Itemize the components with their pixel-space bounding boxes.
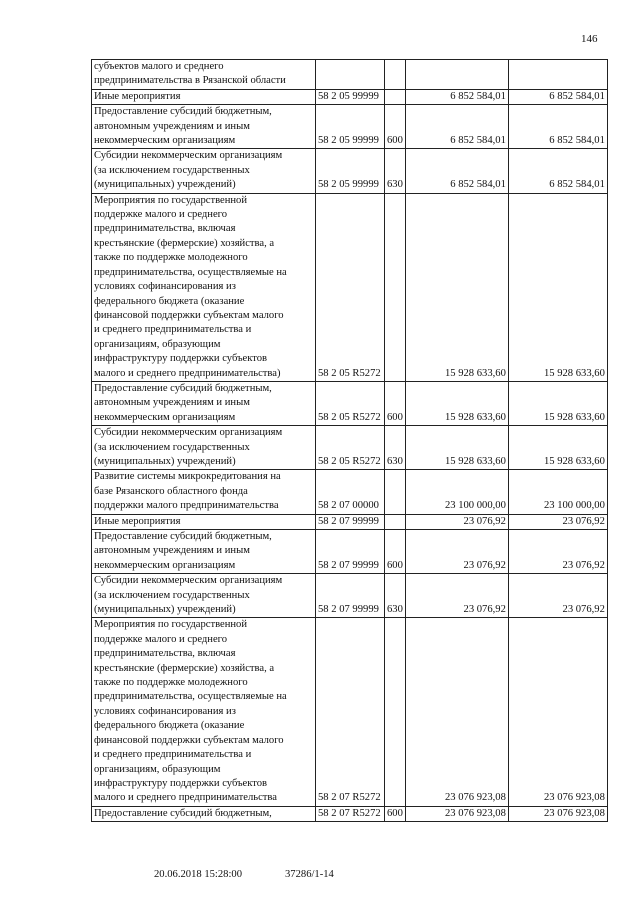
table-row <box>92 60 608 90</box>
row-code-cell: 58 2 05 R5272 <box>316 193 385 381</box>
row-sum2-cell: 6 852 584,01 <box>508 149 607 193</box>
row-type-cell: 600 <box>385 806 406 821</box>
budget-table <box>91 59 608 822</box>
row-sum1-cell: 23 076 923,08 <box>405 618 508 806</box>
row-type-cell <box>385 193 406 381</box>
row-name-cell: Субсидии некоммерческим организациям (за исключением государственных (муниципальных) учреждений) <box>92 574 316 618</box>
row-sum2-cell: 15 928 633,60 <box>508 193 607 381</box>
row-sum1-cell: 15 928 633,60 <box>405 426 508 470</box>
row-sum1-cell: 6 852 584,01 <box>405 149 508 193</box>
row-name-cell: Субсидии некоммерческим организациям (за исключением государственных (муниципальных) учреждений) <box>92 426 316 470</box>
row-sum2-cell: 6 852 584,01 <box>508 105 607 149</box>
row-name-cell: Иные мероприятия <box>92 514 316 529</box>
row-type-cell: 630 <box>385 149 406 193</box>
footer-date: 20.06.2018 15:28:00 <box>154 869 242 880</box>
row-type-cell <box>385 470 406 514</box>
row-type-cell: 630 <box>385 426 406 470</box>
table-row <box>92 618 608 806</box>
row-name-cell: Мероприятия по государственной поддержке малого и среднего предпринимательства, включая крестьянские (фермерские) хозяйства, а также по поддержке молодежного предпринимательства, осуществляемые на условиях софинансирования из федерального бюджета (оказание финансовой поддержки субъектам малого и среднего предпринимательства и организациям, образующим инфраструктуру поддержки субъектов малого и среднего предпринимательства <box>92 618 316 806</box>
row-sum1-cell: 15 928 633,60 <box>405 381 508 425</box>
table-row <box>92 514 608 529</box>
row-sum1-cell: 23 076,92 <box>405 514 508 529</box>
row-type-cell <box>385 60 406 90</box>
row-sum1-cell: 23 100 000,00 <box>405 470 508 514</box>
row-type-cell: 600 <box>385 105 406 149</box>
row-code-cell: 58 2 07 00000 <box>316 470 385 514</box>
row-sum1-cell: 15 928 633,60 <box>405 193 508 381</box>
row-sum2-cell: 23 076,92 <box>508 514 607 529</box>
row-name-cell: Предоставление субсидий бюджетным, автономным учреждениям и иным некоммерческим организациям <box>92 105 316 149</box>
row-type-cell <box>385 514 406 529</box>
row-name-cell: субъектов малого и среднего предпринимательства в Рязанской области <box>92 60 316 90</box>
row-code-cell: 58 2 05 99999 <box>316 149 385 193</box>
table-row <box>92 574 608 618</box>
row-sum1-cell: 6 852 584,01 <box>405 105 508 149</box>
row-name-cell: Субсидии некоммерческим организациям (за исключением государственных (муниципальных) учреждений) <box>92 149 316 193</box>
row-sum2-cell: 23 076,92 <box>508 530 607 574</box>
row-name-cell: Иные мероприятия <box>92 89 316 104</box>
row-sum2-cell: 15 928 633,60 <box>508 426 607 470</box>
row-code-cell: 58 2 07 R5272 <box>316 806 385 821</box>
row-sum1-cell: 23 076,92 <box>405 530 508 574</box>
row-code-cell: 58 2 07 R5272 <box>316 618 385 806</box>
row-sum2-cell: 15 928 633,60 <box>508 381 607 425</box>
row-sum2-cell <box>508 60 607 90</box>
row-type-cell <box>385 89 406 104</box>
table-row <box>92 806 608 821</box>
row-type-cell: 600 <box>385 381 406 425</box>
row-sum1-cell: 6 852 584,01 <box>405 89 508 104</box>
table-row <box>92 89 608 104</box>
row-sum1-cell: 23 076,92 <box>405 574 508 618</box>
row-name-cell: Развитие системы микрокредитования на базе Рязанского областного фонда поддержки малого предпринимательства <box>92 470 316 514</box>
table-row <box>92 381 608 425</box>
row-code-cell: 58 2 05 99999 <box>316 89 385 104</box>
row-name-cell: Предоставление субсидий бюджетным, автономным учреждениям и иным некоммерческим организациям <box>92 530 316 574</box>
row-sum2-cell: 23 076 923,08 <box>508 806 607 821</box>
table-row <box>92 426 608 470</box>
row-code-cell: 58 2 05 99999 <box>316 105 385 149</box>
row-sum1-cell: 23 076 923,08 <box>405 806 508 821</box>
row-name-cell: Предоставление субсидий бюджетным, автономным учреждениям и иным некоммерческим организациям <box>92 381 316 425</box>
table-row <box>92 470 608 514</box>
table-row <box>92 149 608 193</box>
row-code-cell: 58 2 07 99999 <box>316 514 385 529</box>
row-code-cell: 58 2 05 R5272 <box>316 381 385 425</box>
footer-doc-number: 37286/1-14 <box>285 869 334 880</box>
row-type-cell: 630 <box>385 574 406 618</box>
table-row <box>92 193 608 381</box>
row-sum1-cell <box>405 60 508 90</box>
row-code-cell: 58 2 07 99999 <box>316 574 385 618</box>
row-sum2-cell: 23 076 923,08 <box>508 618 607 806</box>
budget-table-body <box>92 60 608 822</box>
page-number: 146 <box>581 33 598 45</box>
row-name-cell: Мероприятия по государственной поддержке малого и среднего предпринимательства, включая крестьянские (фермерские) хозяйства, а также по поддержке молодежного предпринимательства, осуществляемые на условиях софинансирования из федерального бюджета (оказание финансовой поддержки субъектам малого и среднего предпринимательства и организациям, образующим инфраструктуру поддержки субъектов малого и среднего предпринимательства) <box>92 193 316 381</box>
table-row <box>92 105 608 149</box>
row-type-cell: 600 <box>385 530 406 574</box>
row-sum2-cell: 6 852 584,01 <box>508 89 607 104</box>
row-code-cell: 58 2 07 99999 <box>316 530 385 574</box>
table-row <box>92 530 608 574</box>
row-sum2-cell: 23 100 000,00 <box>508 470 607 514</box>
row-sum2-cell: 23 076,92 <box>508 574 607 618</box>
row-code-cell <box>316 60 385 90</box>
row-name-cell: Предоставление субсидий бюджетным, <box>92 806 316 821</box>
row-type-cell <box>385 618 406 806</box>
row-code-cell: 58 2 05 R5272 <box>316 426 385 470</box>
